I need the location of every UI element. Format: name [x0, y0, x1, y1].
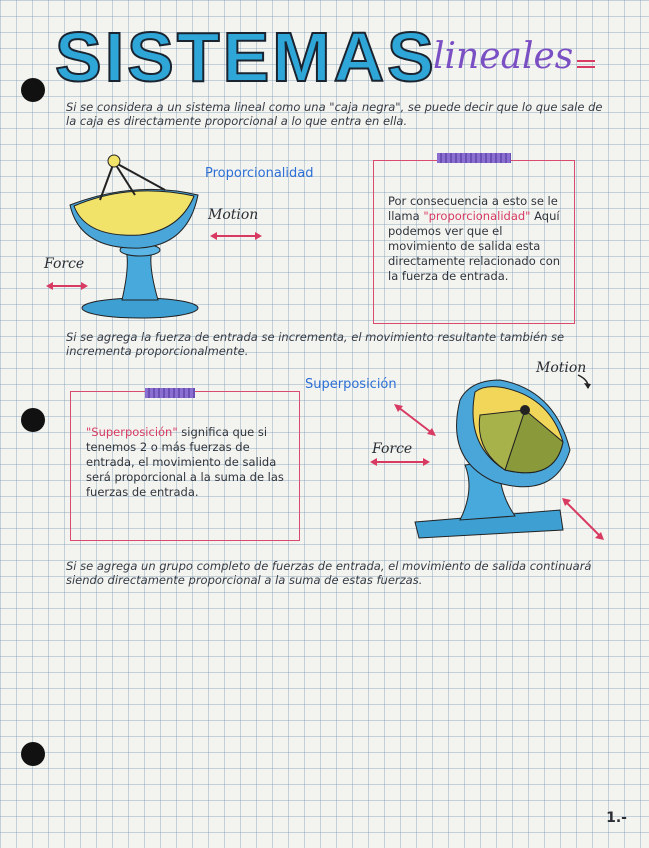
- motion-arrow-icon: [208, 230, 264, 242]
- intro-paragraph: Si se considera a un sistema lineal como una "caja negra", se puede decir que lo que sale de la caja es directamente proporcional a lo que entra en ella.: [66, 100, 603, 128]
- binder-hole: [21, 408, 45, 432]
- section-heading-superposicion: Superposición: [305, 377, 397, 392]
- proporcionalidad-note-text: [388, 194, 563, 284]
- superposicion-highlight: "Superposición": [86, 425, 178, 439]
- superposicion-note-body: significa que si tenemos 2 o más fuerzas de entrada, el movimiento de salida será proporcional a la suma de las fuerzas de entrada.: [86, 425, 284, 499]
- force-label-2: Force: [372, 441, 413, 457]
- page-subtitle: lineales: [433, 36, 574, 77]
- middle-paragraph: Si se agrega la fuerza de entrada se incrementa, el movimiento resultante también se incrementa proporcionalmente.: [66, 330, 565, 358]
- force-arrow-icon: [44, 280, 90, 292]
- title-underline-icon: [575, 58, 597, 72]
- proporcionalidad-note-body: Aquí podemos ver que el movimiento de salida esta directamente relacionado con la fuerza de entrada.: [388, 209, 561, 283]
- superposicion-note-text: [86, 425, 286, 500]
- proporcionalidad-note-intro: Por consecuencia a esto se le llama: [388, 194, 558, 223]
- binder-hole: [21, 742, 45, 766]
- section-heading-proporcionalidad: Proporcionalidad: [205, 166, 314, 181]
- washi-tape-decoration: [145, 388, 195, 398]
- closing-paragraph: Si se agrega un grupo completo de fuerzas de entrada, el movimiento de salida continuará siendo directamente proporcional a la suma de estas fuerzas.: [66, 559, 592, 587]
- binder-hole: [21, 78, 45, 102]
- proporcionalidad-highlight: "proporcionalidad": [423, 209, 531, 223]
- washi-tape-decoration: [437, 153, 511, 163]
- satellite-dish-illustration-2: [405, 370, 580, 545]
- page-title: SISTEMAS: [55, 18, 437, 96]
- motion-label-2: Motion: [536, 360, 587, 376]
- page-number: 1.-: [606, 810, 627, 826]
- force-label-1: Force: [44, 256, 85, 272]
- motion-label-1: Motion: [208, 207, 259, 223]
- satellite-dish-illustration-1: [60, 150, 200, 320]
